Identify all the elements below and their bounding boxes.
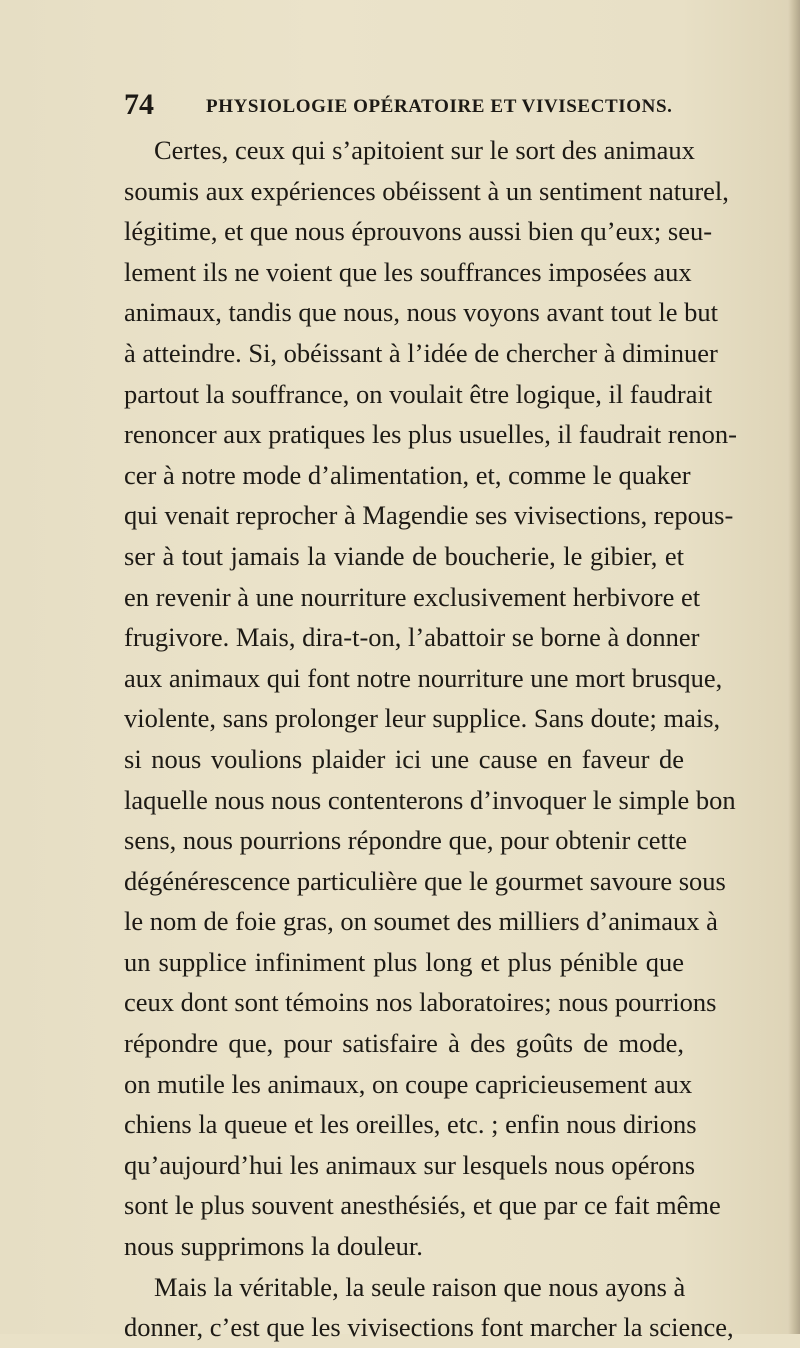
text-line: un supplice infiniment plus long et plus pénible que — [124, 946, 684, 977]
text-line: lement ils ne voient que les souffrances imposées aux — [124, 256, 692, 287]
text-line: renoncer aux pratiques les plus usuelles, il faudrait renon- — [124, 419, 737, 450]
text-line: répondre que, pour satisfaire à des goûts de mode, — [124, 1028, 684, 1059]
running-head — [124, 90, 684, 120]
text-line: partout la souffrance, on voulait être logique, il faudrait — [124, 378, 713, 409]
text-line: dégénérescence particulière que le gourmet savoure sous — [124, 865, 726, 896]
text-line: qui venait reprocher à Magendie ses vivisections, repous- — [124, 500, 734, 531]
text-line: sont le plus souvent anesthésiés, et que par ce fait même — [124, 1190, 721, 1221]
text-line: violente, sans prolonger leur supplice. Sans doute; mais, — [124, 703, 721, 734]
text-line: sens, nous pourrions répondre que, pour obtenir cette — [124, 825, 687, 856]
running-head-title: PHYSIOLOGIE OPÉRATOIRE ET VIVISECTIONS. — [206, 96, 673, 117]
body-text — [124, 130, 737, 1348]
text-line: aux animaux qui font notre nourriture une mort brusque, — [124, 662, 723, 693]
text-line: laquelle nous nous contenterons d’invoquer le simple bon — [124, 784, 736, 815]
text-line: si nous voulions plaider ici une cause en faveur de — [124, 743, 684, 774]
text-line: légitime, et que nous éprouvons aussi bien qu’eux; seu- — [124, 216, 713, 247]
page-edge-shadow — [788, 0, 800, 1334]
page-number: 74 — [124, 88, 154, 121]
text-line: nous supprimons la douleur. — [124, 1231, 423, 1262]
text-line: ceux dont sont témoins nos laboratoires; nous pourrions — [124, 987, 717, 1018]
text-line: donner, c’est que les vivisections font marcher la science, — [124, 1312, 734, 1343]
text-line: animaux, tandis que nous, nous voyons avant tout le but — [124, 297, 718, 328]
text-line: frugivore. Mais, dira-t-on, l’abattoir se borne à donner — [124, 622, 700, 653]
text-line: à atteindre. Si, obéissant à l’idée de chercher à diminuer — [124, 337, 718, 368]
text-line: Mais la véritable, la seule raison que nous ayons à — [154, 1271, 686, 1302]
text-line: ser à tout jamais la viande de boucherie, le gibier, et — [124, 540, 684, 571]
text-line: Certes, ceux qui s’apitoient sur le sort des animaux — [154, 135, 695, 165]
text-line: chiens la queue et les oreilles, etc. ; enfin nous dirions — [124, 1109, 697, 1140]
text-line: en revenir à une nourriture exclusivement herbivore et — [124, 581, 701, 612]
text-line: le nom de foie gras, on soumet des milliers d’animaux à — [124, 906, 718, 937]
text-line: on mutile les animaux, on coupe capricieusement aux — [124, 1068, 693, 1099]
text-line: qu’aujourd’hui les animaux sur lesquels nous opérons — [124, 1149, 696, 1180]
text-line: cer à notre mode d’alimentation, et, comme le quaker — [124, 459, 691, 490]
text-line: soumis aux expériences obéissent à un sentiment naturel, — [124, 175, 729, 206]
